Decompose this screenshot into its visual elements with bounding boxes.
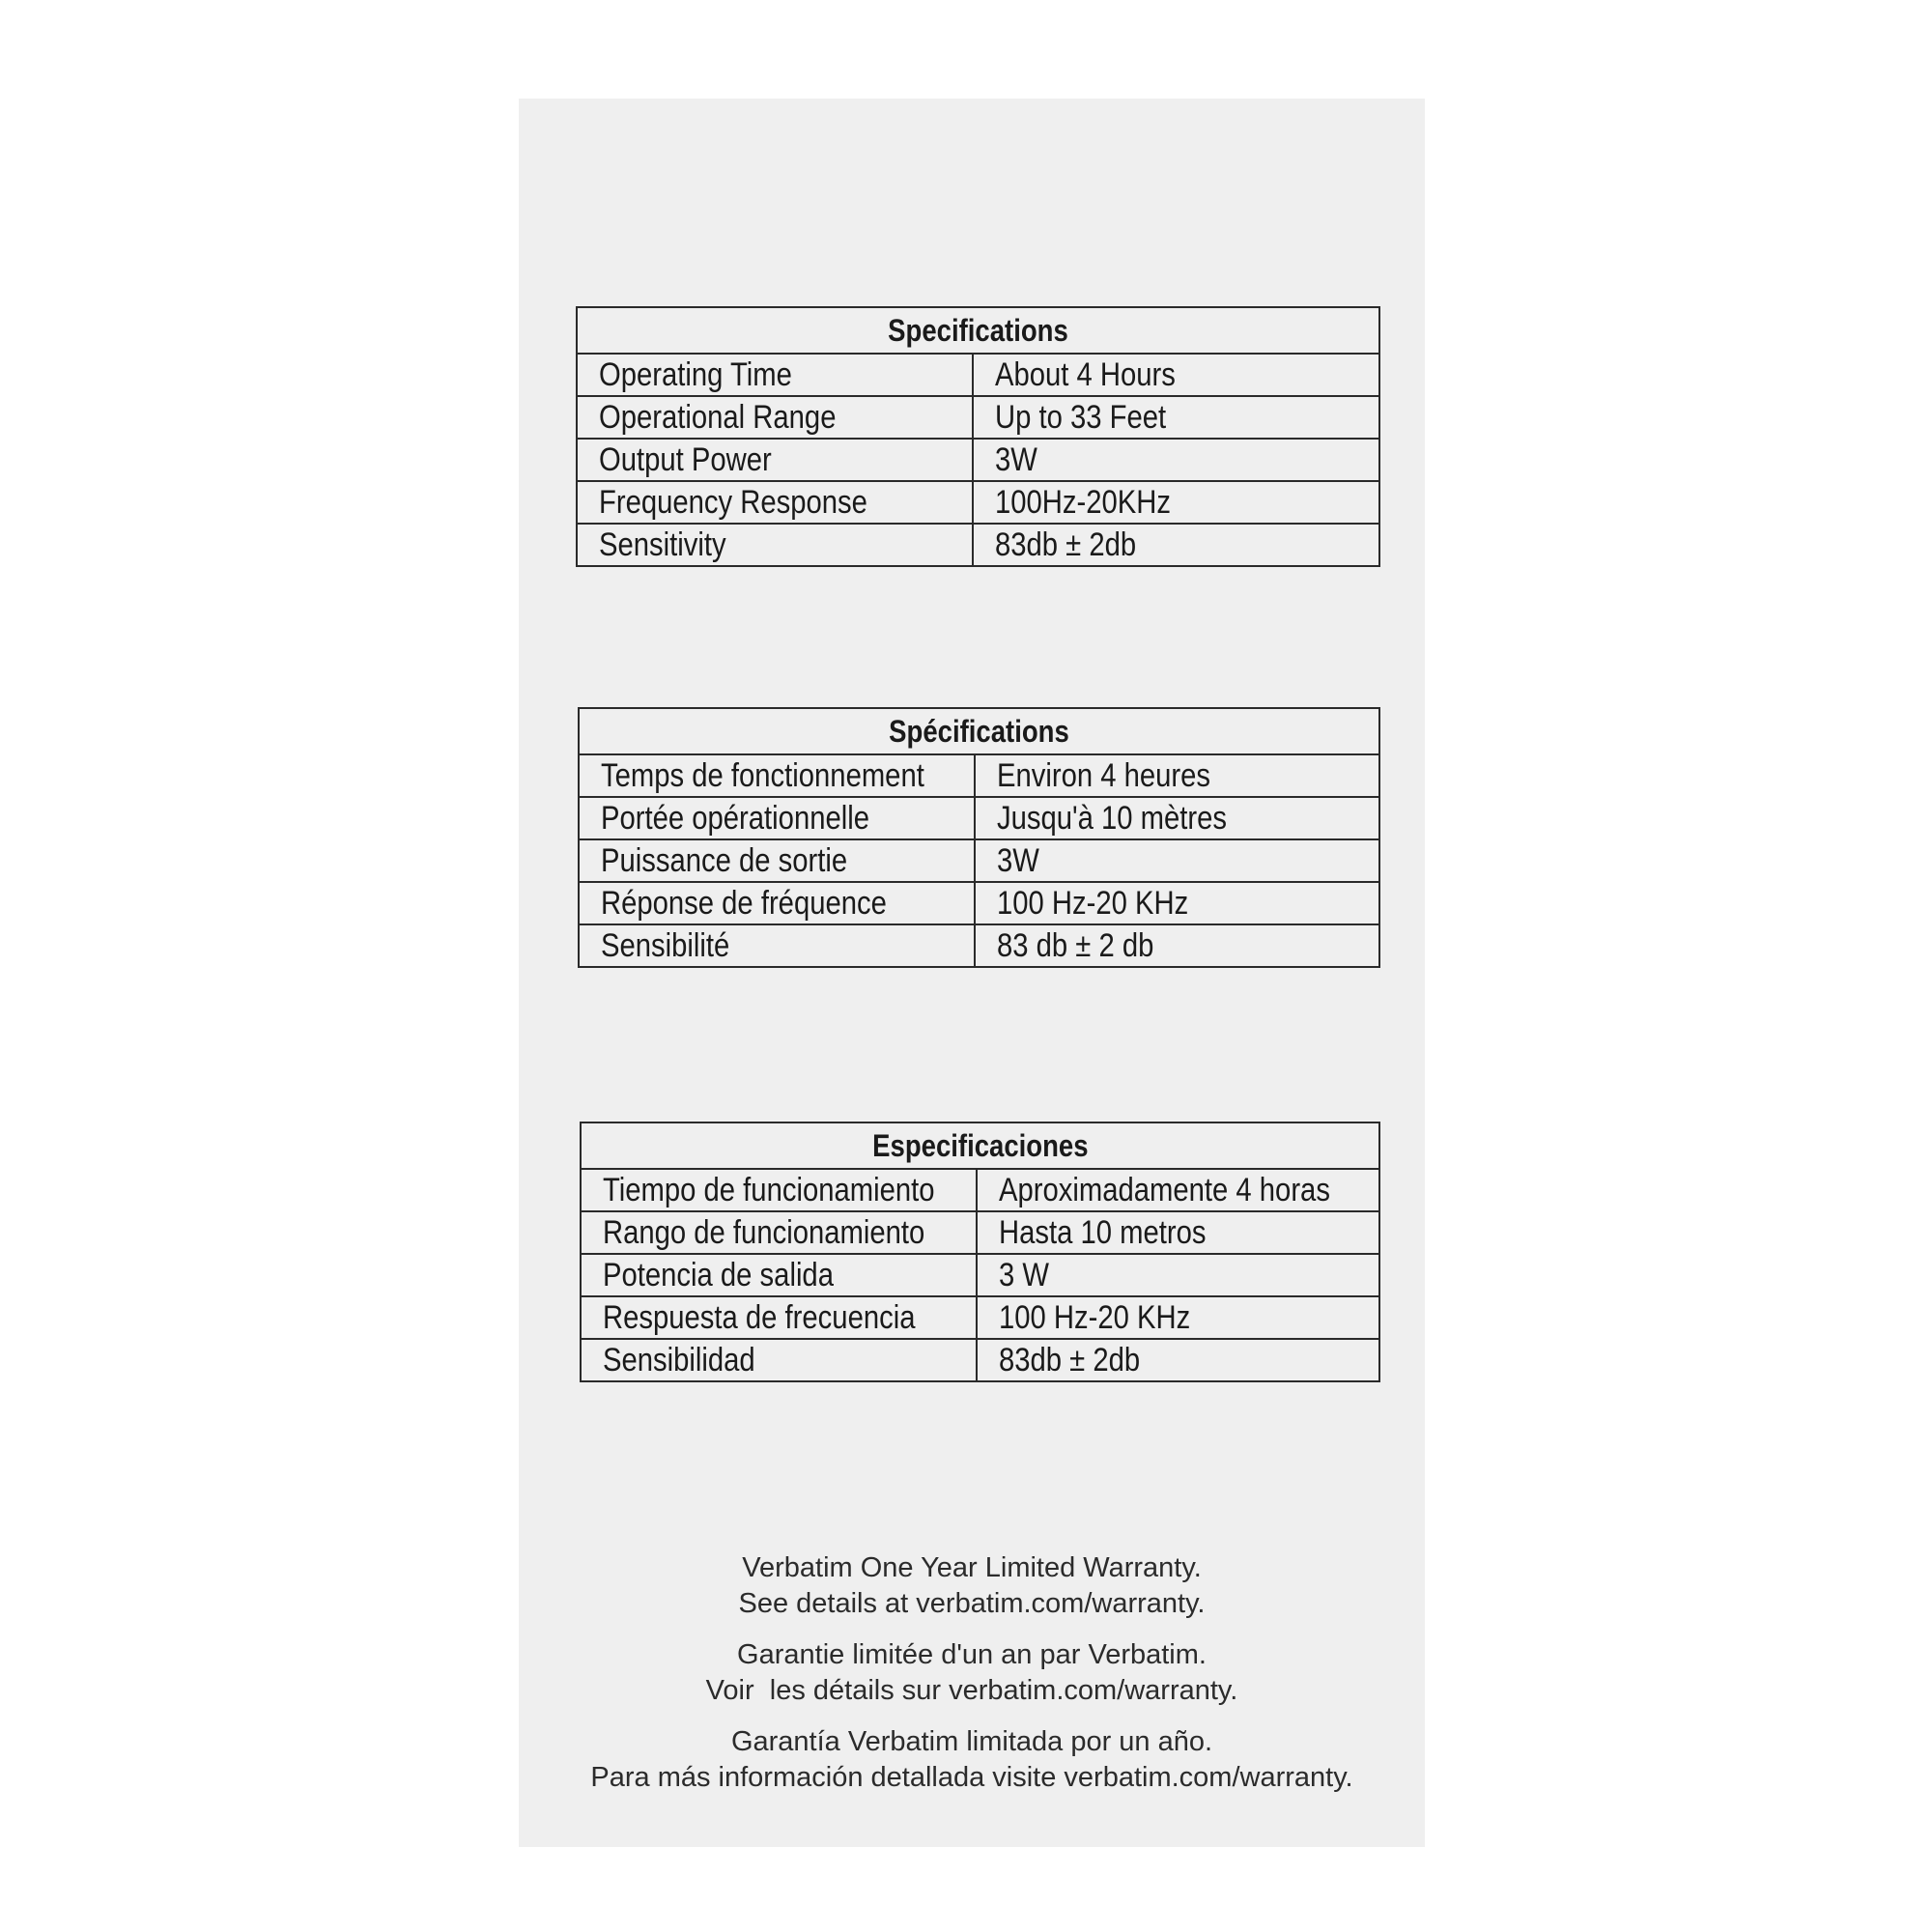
warranty-text-fr <box>519 1637 1425 1709</box>
spec-label <box>579 754 975 797</box>
spec-label <box>577 439 973 481</box>
spec-value <box>977 1339 1379 1381</box>
spec-value-text: Hasta 10 metros <box>999 1213 1207 1251</box>
spec-value-text: 100 Hz-20 KHz <box>999 1298 1191 1336</box>
spec-label <box>577 396 973 439</box>
spec-label <box>579 882 975 924</box>
spec-value-text: 100 Hz-20 KHz <box>997 884 1189 922</box>
warranty-line: See details at verbatim.com/warranty. <box>738 1588 1206 1619</box>
spec-label <box>581 1296 977 1339</box>
spec-value <box>973 524 1379 566</box>
spec-value-text: 83db ± 2db <box>999 1341 1141 1378</box>
spec-label-text: Output Power <box>599 440 772 478</box>
table-title <box>579 708 1379 754</box>
table-title <box>577 307 1379 354</box>
spec-label <box>581 1211 977 1254</box>
spec-value-text: Up to 33 Feet <box>995 398 1167 436</box>
spec-label-text: Frequency Response <box>599 483 867 521</box>
spec-value-text: 83db ± 2db <box>995 526 1137 563</box>
table-row <box>579 839 1379 882</box>
table-row <box>579 797 1379 839</box>
spec-value <box>973 396 1379 439</box>
table-header-row <box>577 307 1379 354</box>
table-title-text: Especificaciones <box>871 1127 1089 1163</box>
spec-value <box>975 924 1379 967</box>
table-title <box>581 1122 1379 1169</box>
spec-label-text: Sensibilité <box>601 926 730 964</box>
spec-value <box>977 1169 1379 1211</box>
table-row <box>579 924 1379 967</box>
specifications-table-en <box>576 306 1380 567</box>
spec-label <box>581 1169 977 1211</box>
warranty-line: Garantía Verbatim limitada por un año. <box>730 1726 1213 1757</box>
table-row <box>577 354 1379 396</box>
table-row <box>577 524 1379 566</box>
spec-label <box>577 354 973 396</box>
warranty-line: Voir les détails sur verbatim.com/warranty. <box>705 1675 1238 1706</box>
table-row <box>581 1296 1379 1339</box>
spec-value-text: 83 db ± 2 db <box>997 926 1154 964</box>
spec-label-text: Sensitivity <box>599 526 726 563</box>
table-title-text: Spécifications <box>889 713 1069 749</box>
table-row <box>581 1169 1379 1211</box>
specifications-table-fr <box>578 707 1380 968</box>
table-row <box>581 1254 1379 1296</box>
table-row <box>577 439 1379 481</box>
spec-label <box>579 797 975 839</box>
table-row <box>577 481 1379 524</box>
spec-label <box>577 524 973 566</box>
table-row <box>579 754 1379 797</box>
table-row <box>581 1211 1379 1254</box>
specifications-table-es <box>580 1122 1380 1382</box>
spec-label-text: Tiempo de funcionamiento <box>603 1171 935 1208</box>
spec-value <box>977 1211 1379 1254</box>
spec-label <box>579 924 975 967</box>
spec-value-text: 100Hz-20KHz <box>995 483 1172 521</box>
spec-value <box>975 882 1379 924</box>
warranty-text-es <box>519 1724 1425 1796</box>
spec-label <box>577 481 973 524</box>
spec-value-text: Jusqu'à 10 mètres <box>997 799 1228 837</box>
table-row <box>581 1339 1379 1381</box>
spec-value-text: Environ 4 heures <box>997 756 1211 794</box>
warranty-line: Verbatim One Year Limited Warranty. <box>742 1552 1202 1583</box>
spec-label-text: Operational Range <box>599 398 837 436</box>
spec-value <box>973 354 1379 396</box>
warranty-line: Para más información detallada visite verbatim.com/warranty. <box>590 1762 1353 1793</box>
spec-label <box>581 1339 977 1381</box>
spec-label <box>579 839 975 882</box>
spec-label-text: Potencia de salida <box>603 1256 834 1293</box>
spec-value-text: Aproximadamente 4 horas <box>999 1171 1330 1208</box>
spec-label-text: Temps de fonctionnement <box>601 756 924 794</box>
spec-value-text: About 4 Hours <box>995 355 1176 393</box>
spec-value-text: 3 W <box>999 1256 1049 1293</box>
table-title-text: Specifications <box>888 312 1068 348</box>
spec-value <box>973 481 1379 524</box>
spec-label-text: Réponse de fréquence <box>601 884 887 922</box>
spec-value-text: 3W <box>997 841 1039 879</box>
table-row <box>577 396 1379 439</box>
spec-label <box>581 1254 977 1296</box>
spec-value <box>973 439 1379 481</box>
spec-value <box>975 754 1379 797</box>
spec-value <box>977 1296 1379 1339</box>
spec-label-text: Rango de funcionamiento <box>603 1213 925 1251</box>
spec-value-text: 3W <box>995 440 1037 478</box>
table-header-row <box>579 708 1379 754</box>
spec-label-text: Puissance de sortie <box>601 841 848 879</box>
table-row <box>579 882 1379 924</box>
spec-label-text: Portée opérationnelle <box>601 799 869 837</box>
spec-label-text: Respuesta de frecuencia <box>603 1298 916 1336</box>
spec-value <box>977 1254 1379 1296</box>
spec-value <box>975 797 1379 839</box>
table-header-row <box>581 1122 1379 1169</box>
spec-label-text: Sensibilidad <box>603 1341 755 1378</box>
spec-label-text: Operating Time <box>599 355 792 393</box>
warranty-text-en <box>519 1550 1425 1622</box>
warranty-line: Garantie limitée d'un an par Verbatim. <box>737 1639 1207 1670</box>
spec-value <box>975 839 1379 882</box>
